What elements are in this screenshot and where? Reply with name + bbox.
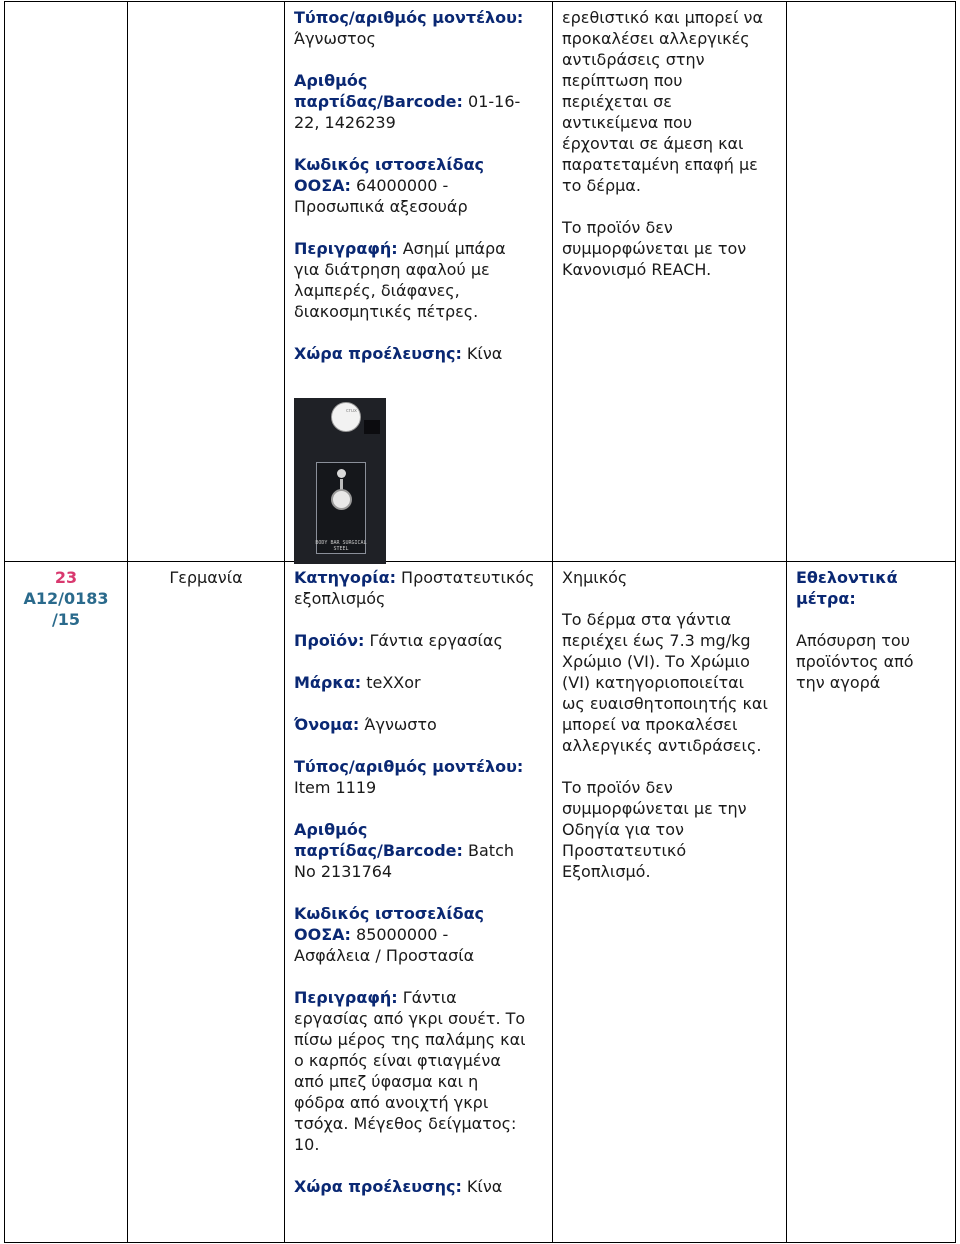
noncompliance-line: συμμορφώνεται με την	[562, 799, 747, 818]
name-field	[294, 714, 549, 735]
product-info-cell	[294, 567, 549, 1218]
origin-value: Κίνα	[461, 1177, 503, 1196]
column-border	[284, 1, 285, 1242]
model-label: Τύπος/αριθμός μοντέλου:	[294, 757, 524, 776]
price-tag	[364, 420, 380, 434]
batch-value-cont: No 2131764	[294, 862, 393, 881]
row-number: 23	[54, 568, 78, 587]
oecd-label: Κωδικός ιστοσελίδας	[294, 904, 485, 923]
risk-type	[562, 567, 784, 588]
table-border-bottom	[4, 1242, 956, 1243]
brand-value: teXXor	[361, 673, 421, 692]
bar-ball	[337, 469, 346, 478]
noncompliance-line: Κανονισμό REACH.	[562, 260, 712, 279]
risk-type-value: Χημικός	[562, 568, 628, 587]
measures-line: Απόσυρση του	[796, 631, 910, 650]
oecd-field	[294, 903, 549, 966]
origin-field	[294, 1176, 549, 1197]
noncompliance-text	[562, 217, 784, 280]
batch-field	[294, 70, 549, 133]
category-field	[294, 567, 549, 609]
description-line: Γάντια	[397, 988, 457, 1007]
noncompliance-line: Εξοπλισμό.	[562, 862, 651, 881]
risk-line: αντιδράσεις στην	[562, 50, 705, 69]
description-line: για διάτρηση αφαλού με	[294, 260, 490, 279]
measures-label-line: Εθελοντικά	[796, 568, 898, 587]
description-line: διακοσμητικές πέτρες.	[294, 302, 479, 321]
brand-logo: crux	[346, 408, 357, 414]
risk-line: περιέχεται σε	[562, 92, 672, 111]
brand-label: Μάρκα:	[294, 673, 362, 692]
card-caption: BODY BAR SURGICAL STEEL	[315, 540, 367, 552]
reference-number-cont: /15	[51, 610, 81, 629]
batch-value: Batch	[462, 841, 514, 860]
model-field	[294, 7, 549, 49]
description-line: εργασίας από γκρι σουέτ. Το	[294, 1009, 526, 1028]
measures-label-line: μέτρα:	[796, 589, 856, 608]
product-info-cell	[294, 7, 549, 385]
batch-label-cont: παρτίδας/Barcode:	[294, 92, 463, 111]
risk-line: αντικείμενα που	[562, 113, 693, 132]
description-field	[294, 987, 549, 1155]
batch-field	[294, 819, 549, 882]
oecd-value: 85000000 -	[350, 925, 449, 944]
measures-line: την αγορά	[796, 673, 881, 692]
row-number-cell	[5, 567, 127, 630]
column-border	[955, 1, 956, 1242]
notifying-country: Γερμανία	[169, 568, 243, 587]
column-border	[127, 1, 128, 1242]
origin-label: Χώρα προέλευσης:	[294, 1177, 462, 1196]
product-photo	[294, 398, 386, 564]
batch-value: 01-16-	[462, 92, 521, 111]
row-divider	[4, 561, 956, 562]
measures-line: προϊόντος από	[796, 652, 914, 671]
gem-stone	[331, 489, 352, 510]
risk-line: ερεθιστικό και μπορεί να	[562, 8, 764, 27]
risk-line: περίπτωση που	[562, 71, 683, 90]
description-line: φόδρα από ανοιχτή γκρι	[294, 1093, 489, 1112]
description-label: Περιγραφή:	[294, 988, 398, 1007]
batch-label: Αριθμός	[294, 820, 368, 839]
batch-value-cont: 22, 1426239	[294, 113, 396, 132]
product-field	[294, 630, 549, 651]
risk-cell	[562, 7, 784, 301]
oecd-label-cont: ΟΟΣΑ:	[294, 176, 351, 195]
description-line: 10.	[294, 1135, 320, 1154]
risk-line: έρχονται σε άμεση και	[562, 134, 744, 153]
product-label: Προϊόν:	[294, 631, 365, 650]
oecd-field	[294, 154, 549, 217]
measures-text	[796, 630, 952, 693]
name-value: Άγνωστο	[359, 715, 437, 734]
measures-cell	[796, 567, 952, 714]
noncompliance-line: Το προϊόν δεν	[562, 218, 673, 237]
oecd-label: Κωδικός ιστοσελίδας	[294, 155, 485, 174]
risk-line: μπορεί να προκαλέσει	[562, 715, 738, 734]
risk-cell	[562, 567, 784, 903]
origin-value: Κίνα	[461, 344, 503, 363]
noncompliance-text	[562, 777, 784, 882]
risk-line: Το δέρμα στα γάντια	[562, 610, 732, 629]
risk-line: περιέχει έως 7.3 mg/kg	[562, 631, 751, 650]
model-field	[294, 756, 549, 798]
category-value: Προστατευτικός	[395, 568, 535, 587]
oecd-value: 64000000 -	[350, 176, 449, 195]
noncompliance-line: συμμορφώνεται με τον	[562, 239, 747, 258]
origin-label: Χώρα προέλευσης:	[294, 344, 462, 363]
model-value: Άγνωστος	[294, 29, 376, 48]
table-border-top	[4, 1, 956, 2]
batch-label-cont: παρτίδας/Barcode:	[294, 841, 463, 860]
description-line: λαμπερές, διάφανες,	[294, 281, 460, 300]
description-line: από μπεζ ύφασμα και η	[294, 1072, 479, 1091]
column-border	[786, 1, 787, 1242]
risk-line: παρατεταμένη επαφή με	[562, 155, 758, 174]
noncompliance-line: Οδηγία για τον	[562, 820, 684, 839]
description-line: πίσω μέρος της παλάμης και	[294, 1030, 526, 1049]
description-line: ο καρπός είναι φτιαγμένα	[294, 1051, 501, 1070]
risk-line: προκαλέσει αλλεργικές	[562, 29, 750, 48]
category-label: Κατηγορία:	[294, 568, 396, 587]
noncompliance-line: Προστατευτικό	[562, 841, 687, 860]
oecd-value-cont: Προσωπικά αξεσουάρ	[294, 197, 468, 216]
brand-field	[294, 672, 549, 693]
risk-line: Χρώμιο (VI). Το Χρώμιο	[562, 652, 750, 671]
description-line: τσόχα. Μέγεθος δείγματος:	[294, 1114, 517, 1133]
origin-field	[294, 343, 549, 364]
risk-text	[562, 609, 784, 756]
risk-line: ως ευαισθητοποιητής και	[562, 694, 768, 713]
name-label: Όνομα:	[294, 715, 360, 734]
batch-label: Αριθμός	[294, 71, 368, 90]
description-line: Ασημί μπάρα	[397, 239, 506, 258]
oecd-label-cont: ΟΟΣΑ:	[294, 925, 351, 944]
description-label: Περιγραφή:	[294, 239, 398, 258]
column-border	[552, 1, 553, 1242]
risk-line: (VI) κατηγοριοποιείται	[562, 673, 745, 692]
country-cell	[128, 567, 284, 588]
measures-label	[796, 567, 952, 609]
category-value-cont: εξοπλισμός	[294, 589, 386, 608]
risk-line: το δέρμα.	[562, 176, 641, 195]
product-value: Γάντια εργασίας	[364, 631, 503, 650]
description-field	[294, 238, 549, 322]
oecd-value-cont: Ασφάλεια / Προστασία	[294, 946, 475, 965]
model-value: Item 1119	[294, 778, 377, 797]
model-label: Τύπος/αριθμός μοντέλου:	[294, 8, 524, 27]
reference-number: A12/0183	[23, 589, 109, 608]
noncompliance-line: Το προϊόν δεν	[562, 778, 673, 797]
risk-text	[562, 7, 784, 196]
risk-line: αλλεργικές αντιδράσεις.	[562, 736, 762, 755]
